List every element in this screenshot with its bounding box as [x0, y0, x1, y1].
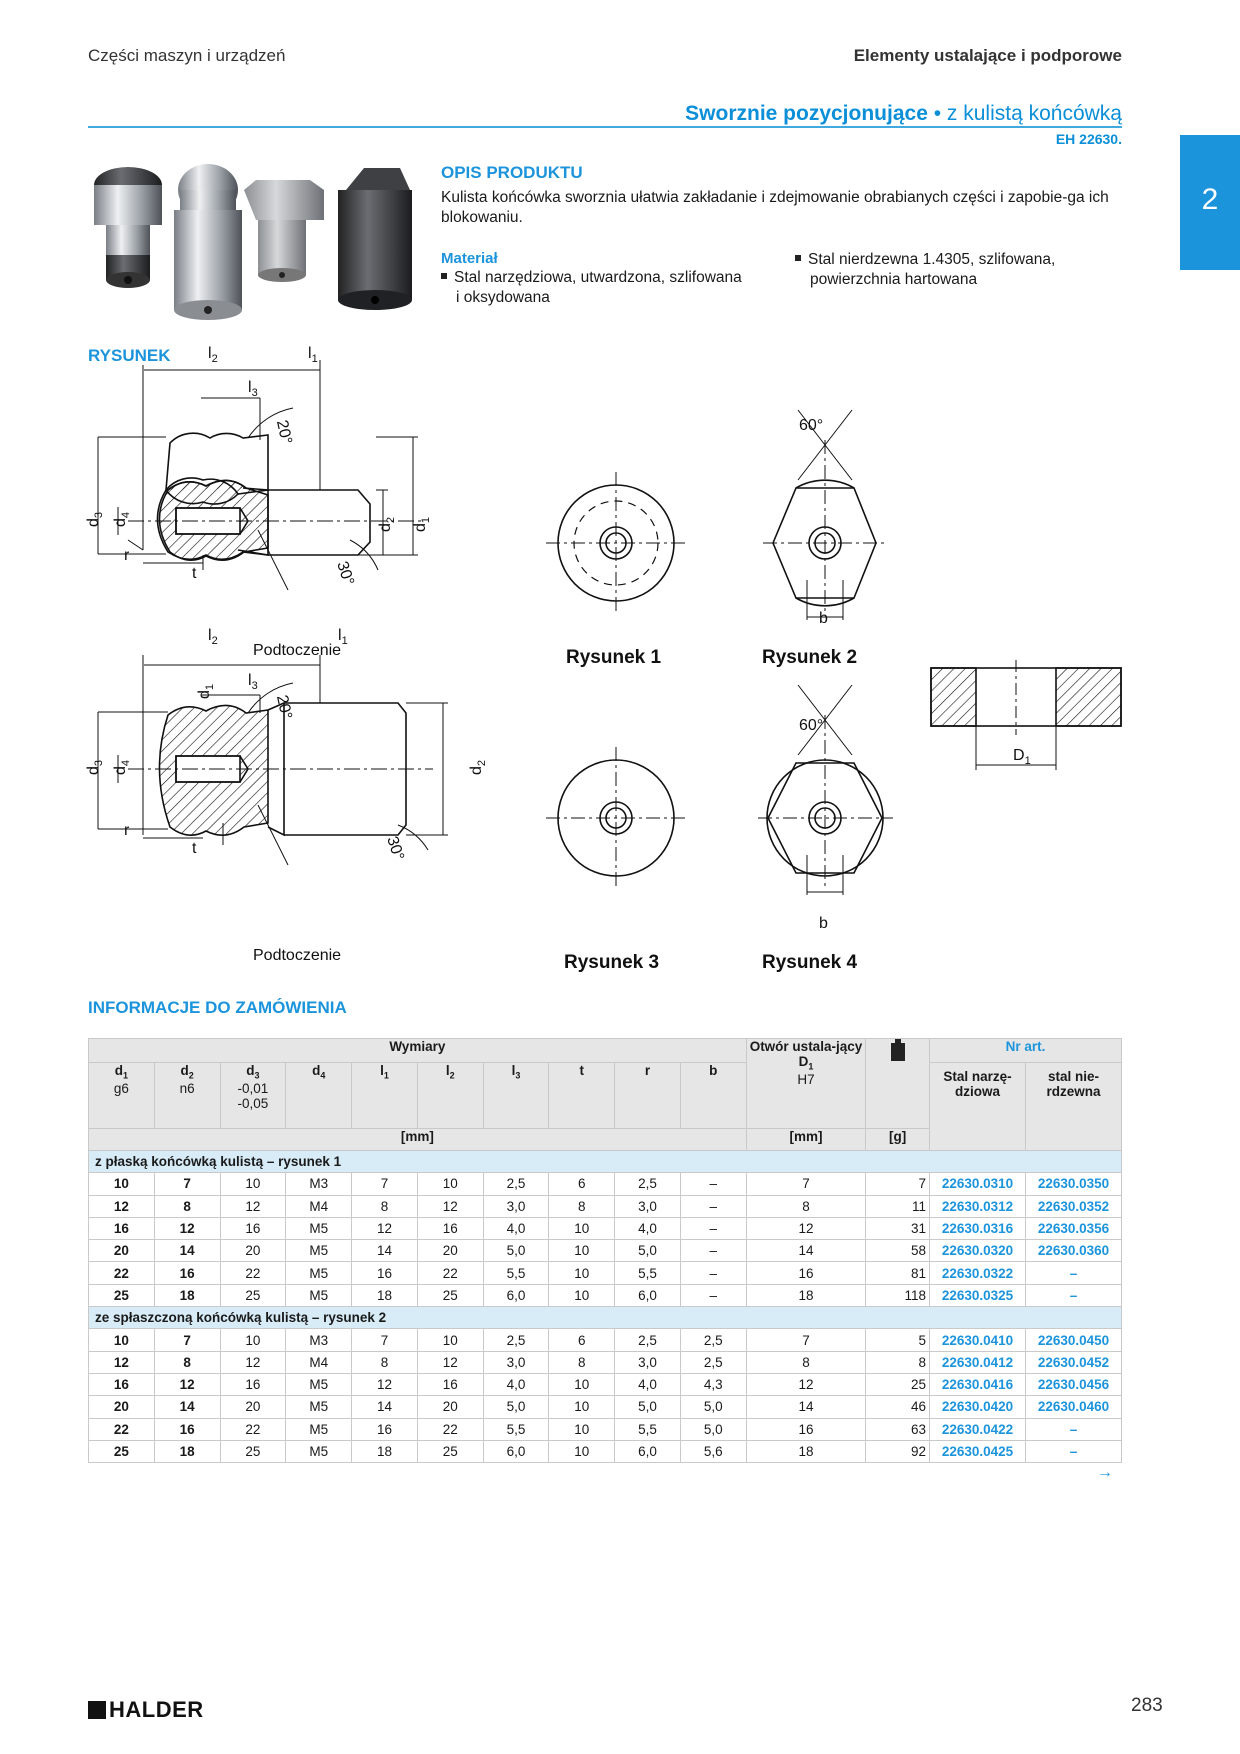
group-row-2: ze spłaszczoną końcówką kulistą – rysunek 2 [89, 1307, 1122, 1329]
table-cell: 3,0 [615, 1195, 681, 1217]
table-row [89, 1262, 1122, 1284]
table-cell[interactable]: 22630.0420 [930, 1396, 1026, 1418]
table-row [89, 1195, 1122, 1217]
table-cell: 16 [352, 1262, 418, 1284]
table-cell: 18 [352, 1284, 418, 1306]
table-cell[interactable]: 22630.0350 [1025, 1173, 1121, 1195]
header-section: Elementy ustalające i podporowe [853, 46, 1122, 65]
table-cell: 10 [549, 1373, 615, 1395]
table-cell: 5,0 [615, 1240, 681, 1262]
material-item-1: Stal narzędziowa, utwardzona, szlifowana i oksydowana [441, 268, 781, 308]
bullet-icon [795, 255, 801, 261]
col-l1: $l_1$ [352, 1063, 418, 1129]
table-cell: 6,0 [615, 1284, 681, 1306]
table-cell[interactable]: 22630.0352 [1025, 1195, 1121, 1217]
table-cell: 5,5 [483, 1418, 549, 1440]
bullet-icon [441, 273, 447, 279]
col-l2: $l_2$ [417, 1063, 483, 1129]
table-cell: – [680, 1284, 746, 1306]
table-cell: 16 [220, 1373, 286, 1395]
table-cell: 16 [154, 1262, 220, 1284]
table-cell: 2,5 [680, 1351, 746, 1373]
table-cell: 25 [417, 1284, 483, 1306]
table-cell: 5,0 [483, 1240, 549, 1262]
table-cell: – [680, 1195, 746, 1217]
table-cell[interactable]: 22630.0456 [1025, 1373, 1121, 1395]
table-cell: 12 [746, 1217, 866, 1239]
table-cell[interactable]: 22630.0452 [1025, 1351, 1121, 1373]
table-cell: 12 [154, 1217, 220, 1239]
table-cell: 12 [417, 1351, 483, 1373]
end-view-3 [546, 747, 686, 888]
table-cell: 6,0 [615, 1440, 681, 1462]
fig-label-4: Rysunek 4 [762, 952, 858, 973]
table-cell: 8 [549, 1195, 615, 1217]
table-cell: 2,5 [483, 1173, 549, 1195]
col-l3: $l_3$ [483, 1063, 549, 1129]
label-d4: $d_4$ [112, 511, 132, 527]
table-cell: 8 [549, 1351, 615, 1373]
table-cell: 3,0 [615, 1351, 681, 1373]
table-cell: M5 [286, 1240, 352, 1262]
table-cell: 5,0 [483, 1396, 549, 1418]
table-cell: 5,0 [680, 1418, 746, 1440]
col-d3: $d_3$ -0,01 -0,05 [220, 1063, 286, 1129]
table-cell: 16 [417, 1373, 483, 1395]
label-d3-b: $d_3$ [85, 759, 105, 775]
col-d1: $d_1$ g6 [89, 1063, 155, 1129]
photo-pin-4 [338, 168, 412, 310]
table-cell: 25 [417, 1440, 483, 1462]
table-cell: 22 [220, 1262, 286, 1284]
table-cell: 7 [746, 1173, 866, 1195]
table-cell: 3,0 [483, 1351, 549, 1373]
pin-drawing-2 [98, 655, 448, 865]
table-cell: M5 [286, 1262, 352, 1284]
table-cell: 7 [746, 1329, 866, 1351]
col-d4: $d_4$ [286, 1063, 352, 1129]
description-heading: OPIS PRODUKTU [441, 163, 583, 182]
table-cell: 14 [352, 1396, 418, 1418]
table-cell: 12 [352, 1217, 418, 1239]
table-cell: 4,0 [615, 1373, 681, 1395]
label-l1: $l_1$ [308, 345, 318, 365]
table-cell: 7 [352, 1173, 418, 1195]
table-cell: 12 [220, 1351, 286, 1373]
label-angle30: 30° [333, 559, 357, 588]
table-cell: 10 [220, 1173, 286, 1195]
header-category: Części maszyn i urządzeń [88, 46, 286, 65]
table-cell: 25 [220, 1284, 286, 1306]
label-l2: $l_2$ [208, 345, 218, 365]
table-row [89, 1418, 1122, 1440]
hole-section [931, 660, 1121, 770]
table-cell[interactable]: – [1025, 1262, 1121, 1284]
table-cell: 18 [154, 1284, 220, 1306]
col-steel-tool: Stal narzę-dziowa [930, 1063, 1026, 1151]
table-cell: 25 [866, 1373, 930, 1395]
halder-logo: HALDER [88, 1697, 204, 1723]
table-cell: 6 [549, 1173, 615, 1195]
table-cell: 10 [549, 1284, 615, 1306]
table-row [89, 1373, 1122, 1395]
table-cell: 5 [866, 1329, 930, 1351]
table-cell: M5 [286, 1217, 352, 1239]
table-row [89, 1173, 1122, 1195]
technical-drawing [85, 345, 1128, 980]
label-D1: $D_1$ [1013, 747, 1031, 767]
table-cell[interactable]: 22630.0316 [930, 1217, 1026, 1239]
table-cell: 7 [352, 1329, 418, 1351]
table-cell[interactable]: 22630.0312 [930, 1195, 1026, 1217]
table-cell: 16 [417, 1217, 483, 1239]
product-code: EH 22630. [1055, 131, 1122, 147]
table-cell: 7 [866, 1173, 930, 1195]
order-table [88, 1038, 1122, 1463]
table-cell: 5,0 [680, 1396, 746, 1418]
table-cell[interactable]: 22630.0322 [930, 1262, 1026, 1284]
table-cell: 8 [866, 1351, 930, 1373]
table-cell: 14 [746, 1396, 866, 1418]
page-title: Sworznie pozycjonujące • z kulistą końcówką [685, 102, 1122, 125]
table-cell: 22 [89, 1262, 155, 1284]
label-angle20: 20° [272, 418, 295, 446]
table-cell: 12 [89, 1195, 155, 1217]
table-cell: 12 [746, 1373, 866, 1395]
col-r: r [615, 1063, 681, 1129]
unit-g: [g] [866, 1129, 930, 1151]
table-cell: 22 [89, 1418, 155, 1440]
table-cell: M5 [286, 1440, 352, 1462]
title-rule [88, 126, 1122, 128]
table-cell: 25 [89, 1440, 155, 1462]
fig-label-2: Rysunek 2 [762, 647, 858, 668]
description-text: Kulista końcówka sworznia ułatwia zakładanie i zdejmowanie obrabianych części i zapobie-ga ich blokowaniu. [441, 189, 1109, 226]
table-cell: 2,5 [615, 1329, 681, 1351]
table-cell: 46 [866, 1396, 930, 1418]
table-cell: 10 [417, 1173, 483, 1195]
label-l3-b: $l_3$ [248, 672, 258, 692]
product-photos [88, 160, 428, 325]
table-cell: 12 [352, 1373, 418, 1395]
page-number: 283 [1131, 1695, 1163, 1716]
end-view-4 [758, 685, 893, 895]
end-view-1 [546, 472, 686, 613]
table-cell: 6,0 [483, 1440, 549, 1462]
table-cell: 4,0 [615, 1217, 681, 1239]
table-cell: 18 [746, 1284, 866, 1306]
table-cell: 22 [417, 1418, 483, 1440]
table-cell: 10 [89, 1173, 155, 1195]
table-cell[interactable]: 22630.0460 [1025, 1396, 1121, 1418]
artno-header: Nr art. [930, 1039, 1122, 1063]
label-b-2: b [819, 915, 828, 932]
table-cell: 2,5 [680, 1329, 746, 1351]
table-cell: 16 [89, 1373, 155, 1395]
table-cell: 4,0 [483, 1373, 549, 1395]
table-cell: M3 [286, 1329, 352, 1351]
table-cell[interactable]: 22630.0325 [930, 1284, 1026, 1306]
table-row [89, 1329, 1122, 1351]
logo-mark-icon [88, 1701, 106, 1719]
table-cell: 8 [352, 1351, 418, 1373]
table-cell: M5 [286, 1418, 352, 1440]
table-cell: 14 [154, 1396, 220, 1418]
label-l3: $l_3$ [248, 379, 258, 399]
pin-drawing-1 [98, 360, 423, 590]
table-cell[interactable]: 22630.0360 [1025, 1240, 1121, 1262]
label-60-2: 60° [799, 717, 824, 734]
hole-header: Otwór ustala-jący $D_1$ H7 [746, 1039, 866, 1129]
table-cell: 18 [352, 1440, 418, 1462]
table-cell: 12 [417, 1195, 483, 1217]
table-cell: 5,0 [615, 1396, 681, 1418]
table-cell: 14 [352, 1240, 418, 1262]
table-cell: 20 [89, 1240, 155, 1262]
drawing-heading: RYSUNEK [88, 346, 171, 365]
next-page-arrow-icon[interactable]: → [1097, 1464, 1113, 1481]
table-cell: 20 [417, 1240, 483, 1262]
col-d2: $d_2$ n6 [154, 1063, 220, 1129]
table-cell[interactable]: 22630.0422 [930, 1418, 1026, 1440]
table-cell[interactable]: 22630.0450 [1025, 1329, 1121, 1351]
unit-mm: [mm] [89, 1129, 747, 1151]
table-cell: 16 [154, 1418, 220, 1440]
table-cell: 11 [866, 1195, 930, 1217]
table-cell: 4,3 [680, 1373, 746, 1395]
table-cell: – [680, 1173, 746, 1195]
table-cell: 6,0 [483, 1284, 549, 1306]
table-cell[interactable]: 22630.0410 [930, 1329, 1026, 1351]
table-row [89, 1351, 1122, 1373]
table-cell: 10 [417, 1329, 483, 1351]
table-cell: 12 [89, 1351, 155, 1373]
table-cell: 20 [220, 1240, 286, 1262]
label-d2: $d_2$ [377, 516, 397, 532]
table-cell: 8 [154, 1351, 220, 1373]
table-cell: M5 [286, 1373, 352, 1395]
table-cell: 3,0 [483, 1195, 549, 1217]
label-angle30-b: 30° [383, 834, 407, 863]
label-undercut-1: Podtoczenie [253, 642, 342, 659]
table-cell: 10 [89, 1329, 155, 1351]
table-cell: 14 [154, 1240, 220, 1262]
table-cell: 16 [89, 1217, 155, 1239]
table-cell: 5,6 [680, 1440, 746, 1462]
fig-label-3: Rysunek 3 [564, 952, 660, 973]
table-cell: 16 [352, 1418, 418, 1440]
table-cell: 5,5 [483, 1262, 549, 1284]
table-cell: 31 [866, 1217, 930, 1239]
table-cell: 16 [746, 1418, 866, 1440]
label-d2-b: $d_2$ [468, 759, 488, 775]
table-cell: 4,0 [483, 1217, 549, 1239]
table-cell: 14 [746, 1240, 866, 1262]
unit-mm-hole: [mm] [746, 1129, 866, 1151]
table-cell: 12 [220, 1195, 286, 1217]
table-cell: 7 [154, 1173, 220, 1195]
table-cell[interactable]: – [1025, 1284, 1121, 1306]
table-row [89, 1396, 1122, 1418]
label-t: t [192, 565, 197, 582]
material-item-2: Stal nierdzewna 1.4305, szlifowana, powierzchnia hartowana [795, 250, 1125, 290]
table-row [89, 1217, 1122, 1239]
table-cell: 8 [746, 1351, 866, 1373]
table-cell: 16 [220, 1217, 286, 1239]
table-cell: 25 [220, 1440, 286, 1462]
label-l2-b: $l_2$ [208, 627, 218, 647]
table-cell: 8 [746, 1195, 866, 1217]
col-steel-stainless: stal nie-rdzewna [1025, 1063, 1121, 1151]
table-row [89, 1440, 1122, 1462]
table-cell: 10 [220, 1329, 286, 1351]
label-l1-b: $l_1$ [338, 627, 348, 647]
weight-icon [866, 1039, 930, 1129]
table-cell: 10 [549, 1418, 615, 1440]
table-cell: 20 [220, 1396, 286, 1418]
photo-pin-1 [94, 167, 162, 288]
table-cell: 18 [746, 1440, 866, 1462]
table-cell: 7 [154, 1329, 220, 1351]
table-cell: – [680, 1217, 746, 1239]
end-view-2 [763, 410, 888, 620]
table-cell[interactable]: 22630.0416 [930, 1373, 1026, 1395]
table-cell: 5,5 [615, 1418, 681, 1440]
table-cell: 12 [154, 1373, 220, 1395]
table-cell: M5 [286, 1396, 352, 1418]
label-t-b: t [192, 840, 197, 857]
label-b-1: b [819, 610, 828, 627]
table-cell: M4 [286, 1195, 352, 1217]
label-undercut-2: Podtoczenie [253, 947, 342, 964]
dims-header: Wymiary [89, 1039, 747, 1063]
table-cell: 22 [417, 1262, 483, 1284]
col-t: t [549, 1063, 615, 1129]
table-cell: 8 [352, 1195, 418, 1217]
label-d1-b: $d_1$ [196, 683, 216, 699]
table-row [89, 1284, 1122, 1306]
table-cell[interactable]: – [1025, 1440, 1121, 1462]
table-cell: 10 [549, 1262, 615, 1284]
group-row-1: z płaską końcówką kulistą – rysunek 1 [89, 1151, 1122, 1173]
table-cell: 10 [549, 1440, 615, 1462]
order-heading: INFORMACJE DO ZAMÓWIENIA [88, 998, 347, 1017]
label-d1: $d_1$ [412, 516, 432, 532]
label-d3: $d_3$ [85, 511, 105, 527]
table-cell[interactable]: 22630.0310 [930, 1173, 1026, 1195]
chapter-tab[interactable]: 2 [1180, 135, 1240, 270]
photo-pin-3 [244, 180, 324, 282]
table-cell: 20 [417, 1396, 483, 1418]
table-cell: M3 [286, 1173, 352, 1195]
table-cell: 10 [549, 1217, 615, 1239]
table-cell[interactable]: 22630.0356 [1025, 1217, 1121, 1239]
table-cell: 6 [549, 1329, 615, 1351]
table-cell: 118 [866, 1284, 930, 1306]
label-r-b: r [124, 822, 130, 839]
table-cell: 2,5 [483, 1329, 549, 1351]
table-cell: 22 [220, 1418, 286, 1440]
table-cell: 18 [154, 1440, 220, 1462]
label-r: r [124, 547, 130, 564]
table-cell: 2,5 [615, 1173, 681, 1195]
table-cell: 5,5 [615, 1262, 681, 1284]
table-cell: M4 [286, 1351, 352, 1373]
table-cell: 25 [89, 1284, 155, 1306]
table-cell: 10 [549, 1240, 615, 1262]
table-cell[interactable]: 22630.0425 [930, 1440, 1026, 1462]
table-cell: 20 [89, 1396, 155, 1418]
table-cell[interactable]: 22630.0412 [930, 1351, 1026, 1373]
table-cell[interactable]: – [1025, 1418, 1121, 1440]
photo-pin-2 [174, 164, 242, 320]
table-row [89, 1240, 1122, 1262]
label-60-1: 60° [799, 417, 824, 434]
table-cell: 63 [866, 1418, 930, 1440]
table-cell: M5 [286, 1284, 352, 1306]
table-cell: 81 [866, 1262, 930, 1284]
table-cell: – [680, 1240, 746, 1262]
table-cell[interactable]: 22630.0320 [930, 1240, 1026, 1262]
table-cell: 8 [154, 1195, 220, 1217]
table-cell: 16 [746, 1262, 866, 1284]
col-b: b [680, 1063, 746, 1129]
label-d4-b: $d_4$ [112, 759, 132, 775]
label-angle20-b: 20° [272, 693, 295, 721]
table-cell: 58 [866, 1240, 930, 1262]
table-cell: – [680, 1262, 746, 1284]
table-cell: 10 [549, 1396, 615, 1418]
table-cell: 92 [866, 1440, 930, 1462]
fig-label-1: Rysunek 1 [566, 647, 662, 668]
material-heading: Materiał [441, 250, 498, 267]
